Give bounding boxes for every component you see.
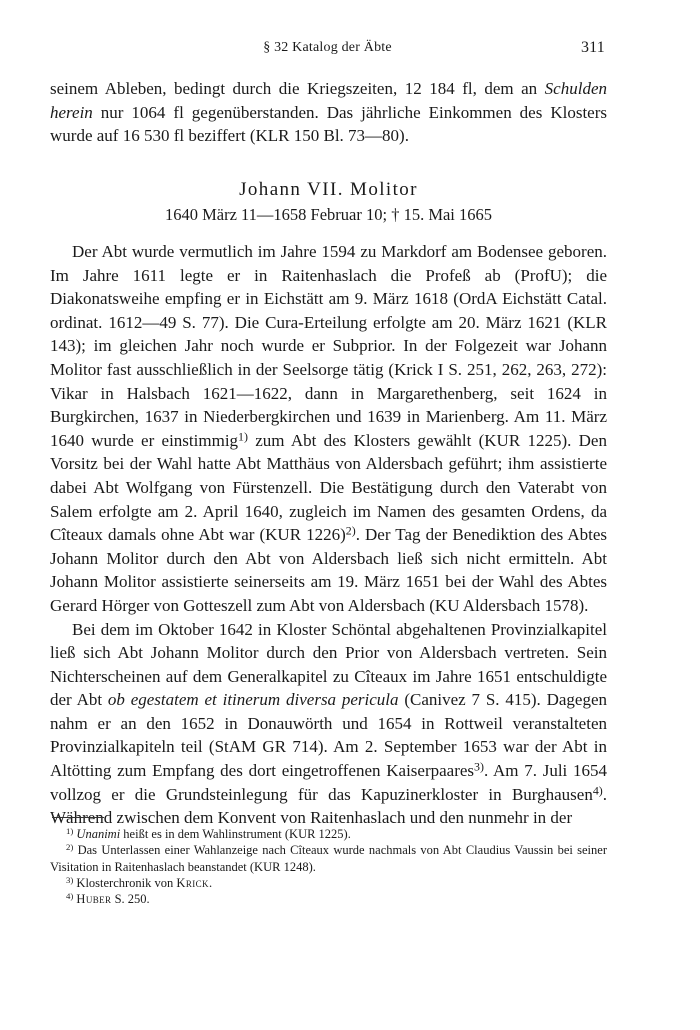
p2-text-3: . Am 7. Juli 1654 vollzog er die Grundsteinlegung für das Kapuzinerkloster in Burghausen xyxy=(50,761,608,804)
footnote-1 xyxy=(50,826,607,842)
footnote-3 xyxy=(50,875,607,891)
footnote-mark: 2) xyxy=(66,842,74,853)
footnote-2 xyxy=(50,842,607,875)
footnote-text: Das Unterlassen einer Wahlanzeige nach Cîteaux wurde nachmals von Abt Claudius Vaussin bei seiner Visitation in Raitenhaslach beanstandet (KUR 1248). xyxy=(50,843,607,874)
footnote-after: S. 250. xyxy=(111,892,150,907)
paragraph-2 xyxy=(50,618,607,830)
footnote-italic: Unanimi xyxy=(76,827,121,841)
carryover-italic: Schulden herein xyxy=(50,79,607,122)
footnote-ref-4[interactable]: 4) xyxy=(592,783,603,798)
footnote-text: heißt es in dem Wahlinstrument (KUR 1225). xyxy=(120,827,351,841)
abbot-name: Johann VII. Molitor xyxy=(239,179,418,200)
p2-text-2: (Canivez 7 S. 415). Dagegen nahm er an den 1652 in Donauwörth und 1654 in Rottweil veranstalteten Provinzialkapiteln teil (StAM GR 714). Am 2. September 1653 war der Abt in Altötting zum Empfang des dort eingetroffenen Kaiserpaares xyxy=(50,690,607,781)
footnote-ref-1[interactable]: 1) xyxy=(238,429,248,444)
p2-text-4: . Während zwischen dem Konvent von Raitenhaslach und den nunmehr in der xyxy=(50,784,607,828)
footnote-author: Huber xyxy=(76,892,112,907)
footnote-mark: 1) xyxy=(66,826,74,837)
section-heading xyxy=(50,177,607,227)
footnotes xyxy=(50,826,607,907)
page-number: 311 xyxy=(580,39,605,56)
p1-text-3: . Der Tag der Benediktion des Abtes Johann Molitor durch den Abt von Aldersbach ließ sich nicht ermitteln. Abt Johann Molitor assistierte seinerseits am 19. März 1651 bei der Wahl des Abtes Gerard Hörger von Gotteszell zum Abt von Aldersbach (KU Aldersbach 1578). xyxy=(50,525,607,615)
p2-text-1: Bei dem im Oktober 1642 in Kloster Schöntal abgehaltenen Provinzialkapitel ließ sich Abt Johann Molitor durch den Prior von Aldersbach vertreten. Sein Nichterscheinen auf dem Generalkapitel zu Cîteaux im Jahre 1651 entschuldigte der Abt xyxy=(50,619,607,710)
paragraph-1 xyxy=(50,240,607,618)
p1-text-1: Der Abt wurde vermutlich im Jahre 1594 zu Markdorf am Bodensee geboren. Im Jahre 1611 legte er in Raitenhaslach die Profeß ab (ProfU); die Diakonatsweihe empfing er in Eichstätt am 9. März 1618 (OrdA Eichstätt Catal. ordinat. 1612—49 S. 77). Die Cura-Erteilung erfolgte am 20. März 1621 (KLR 143); im gleichen Jahr noch wurde er Subprior. In der Folgezeit war Johann Molitor fast ausschließlich in der Seelsorge tätig (Krick I S. 251, 262, 263, 272): Vikar in Halsbach 1621—1622, dann in Margarethenberg, seit 1624 in Burgkirchen, 1637 in Niederbergkirchen und 1639 in Marienberg. Am 11. März 1640 wurde er einstimmig xyxy=(50,242,607,450)
footnote-author: Krick xyxy=(176,875,209,890)
footnote-separator xyxy=(52,817,104,818)
running-head xyxy=(50,40,605,62)
footnote-after: . xyxy=(208,875,213,890)
carryover-text-1: seinem Ableben, bedingt durch die Kriegszeiten, 12 184 fl, dem an xyxy=(50,79,545,98)
main-text xyxy=(50,240,607,830)
abbot-dates: 1640 März 11—1658 Februar 10; † 15. Mai 1665 xyxy=(164,205,493,224)
footnote-ref-2[interactable]: 2) xyxy=(345,523,356,538)
footnote-mark: 4) xyxy=(66,891,74,902)
footnote-ref-3[interactable]: 3) xyxy=(474,759,484,774)
footnote-mark: 3) xyxy=(66,874,74,885)
p1-text-2: zum Abt des Klosters gewählt (KUR 1225). Den Vorsitz bei der Wahl hatte Abt Matthäus von Aldersbach geführt; ihm assistierte dabei Abt Wolfgang von Fürstenzell. Die Bestätigung durch den Vaterabt von Salem erfolgte am 2. April 1640, zugleich im Namen des gesamten Ordens, da Cîteaux damals ohne Abt war (KUR 1226) xyxy=(50,430,607,545)
carryover-text-2: nur 1064 fl gegenüberstanden. Das jährliche Einkommen des Klosters wurde auf 16 530 fl beziffert (KLR 150 Bl. 73—80). xyxy=(50,102,607,146)
p2-italic: ob egestatem et itinerum diversa pericula xyxy=(107,690,399,710)
carryover-paragraph xyxy=(50,77,607,148)
footnote-text: Klosterchronik von xyxy=(73,875,177,890)
running-head-title: § 32 Katalog der Äbte xyxy=(263,40,392,55)
footnote-4 xyxy=(50,891,607,907)
